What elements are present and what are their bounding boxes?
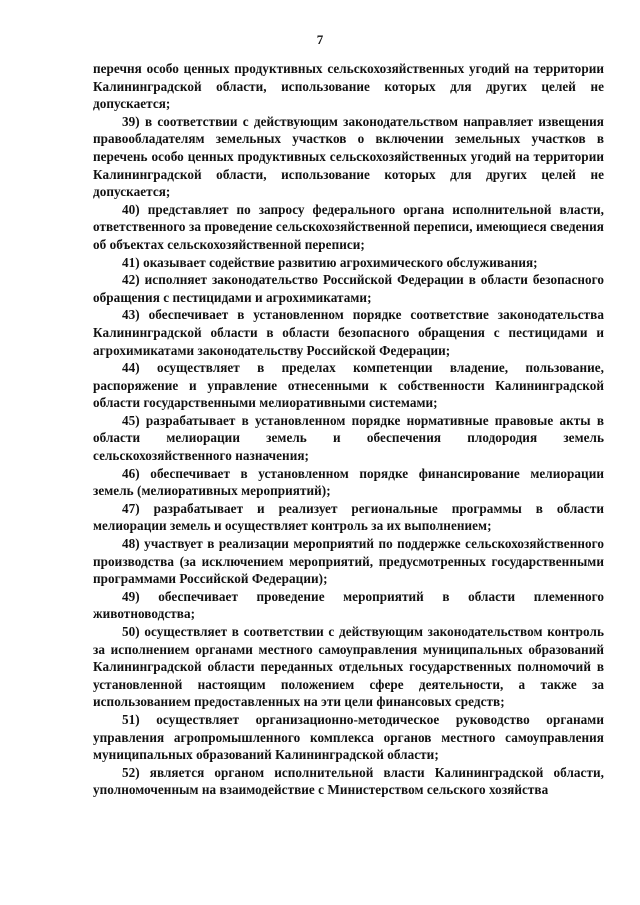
paragraph-item-48: 48) участвует в реализации мероприятий по поддержке сельскохозяйственного производства (за исключением мероприятий, предусмотренных государственными программами Российской Федерации);: [93, 536, 604, 587]
paragraph-item-42: 42) исполняет законодательство Российской Федерации в области безопасного обращения с пестицидами и агрохимикатами;: [93, 272, 604, 305]
paragraph-continuation: перечня особо ценных продуктивных сельскохозяйственных угодий на территории Калининградской области, использование которых для других целей не допускается;: [93, 61, 604, 112]
paragraph-item-49: 49) обеспечивает проведение мероприятий в области племенного животноводства;: [93, 588, 604, 622]
paragraph-item-52: 52) является органом исполнительной власти Калининградской области, уполномоченным на взаимодействие с Министерством сельского хозяйства: [93, 764, 604, 798]
paragraph-item-46: 46) обеспечивает в установленном порядке финансирование мелиорации земель (мелиоративных мероприятий);: [93, 465, 604, 499]
paragraph-item-44: 44) осуществляет в пределах компетенции владение, пользование, распоряжение и управление отнесенными к собственности Калининградской области государственными мелиоративными системами;: [93, 360, 604, 411]
paragraph-item-50: 50) осуществляет в соответствии с действующим законодательством контроль за исполнением органами местного самоуправления муниципальных образований Калининградской области переданных отдельных государственных полномочий в установленной настоящим положением сфере деятельности, а также за использованием предоставленных на эти цели финансовых средств;: [93, 624, 604, 710]
page-number: 7: [316, 32, 324, 47]
paragraph-item-43: 43) обеспечивает в установленном порядке соответствие законодательства Калининградской области в области безопасного обращения с пестицидами и агрохимикатами законодательству Российской Федерации;: [93, 307, 604, 358]
paragraph-item-51: 51) осуществляет организационно-методическое руководство органами управления агропромышленного комплекса органов местного самоуправления муниципальных образований Калининградской области;: [93, 711, 604, 763]
document-body: [93, 60, 604, 799]
paragraph-item-45: 45) разрабатывает в установленном порядке нормативные правовые акты в области мелиорации земель и обеспечения плодородия земель сельскохозяйственного назначения;: [93, 412, 604, 464]
paragraph-item-40: 40) представляет по запросу федерального органа исполнительной власти, ответственного за проведение сельскохозяйственной переписи, имеющиеся сведения об объектах сельскохозяйственной переписи;: [93, 201, 604, 252]
paragraph-item-41: 41) оказывает содействие развитию агрохимического обслуживания;: [122, 254, 538, 270]
paragraph-item-47: 47) разрабатывает и реализует региональные программы в области мелиорации земель и осуществляет контроль за их выполнением;: [93, 500, 604, 534]
paragraph-item-39: 39) в соответствии с действующим законодательством направляет извещения правообладателям земельных участков о включении земельных участков в перечень особо ценных продуктивных сельскохозяйственных угодий на территории Калининградской области, использование которых для других целей не допускается;: [93, 113, 604, 200]
